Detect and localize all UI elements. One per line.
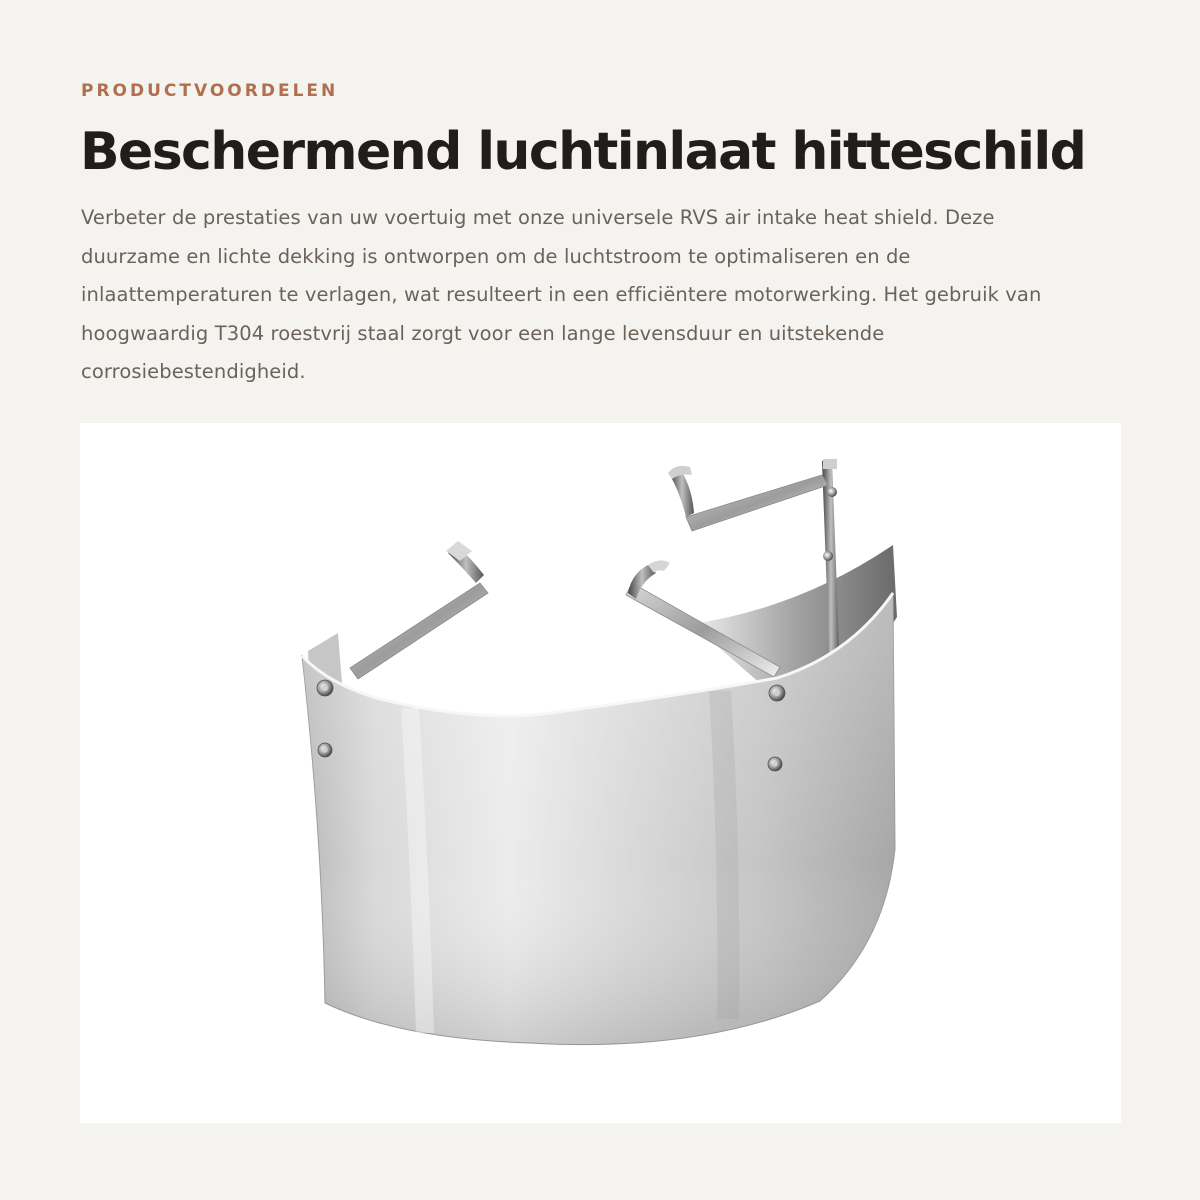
product-image-card bbox=[80, 423, 1121, 1123]
section-eyebrow: PRODUCTVOORDELEN bbox=[81, 81, 339, 101]
section-title: Beschermend luchtinlaat hitteschild bbox=[80, 122, 1086, 182]
heat-shield-illustration bbox=[80, 423, 1121, 1123]
section-description: Verbeter de prestaties van uw voertuig met onze universele RVS air intake heat shield. Deze duurzame en lichte dekking is ontworpen om de luchtstroom te optimaliseren en de inlaattemperaturen te verlagen, wat resulteert in een efficiëntere motorwerking. Het gebruik van hoogwaardig T304 roestvrij staal zorgt voor een lange levensduur en uitstekende corrosiebestendigheid. bbox=[81, 206, 1042, 383]
